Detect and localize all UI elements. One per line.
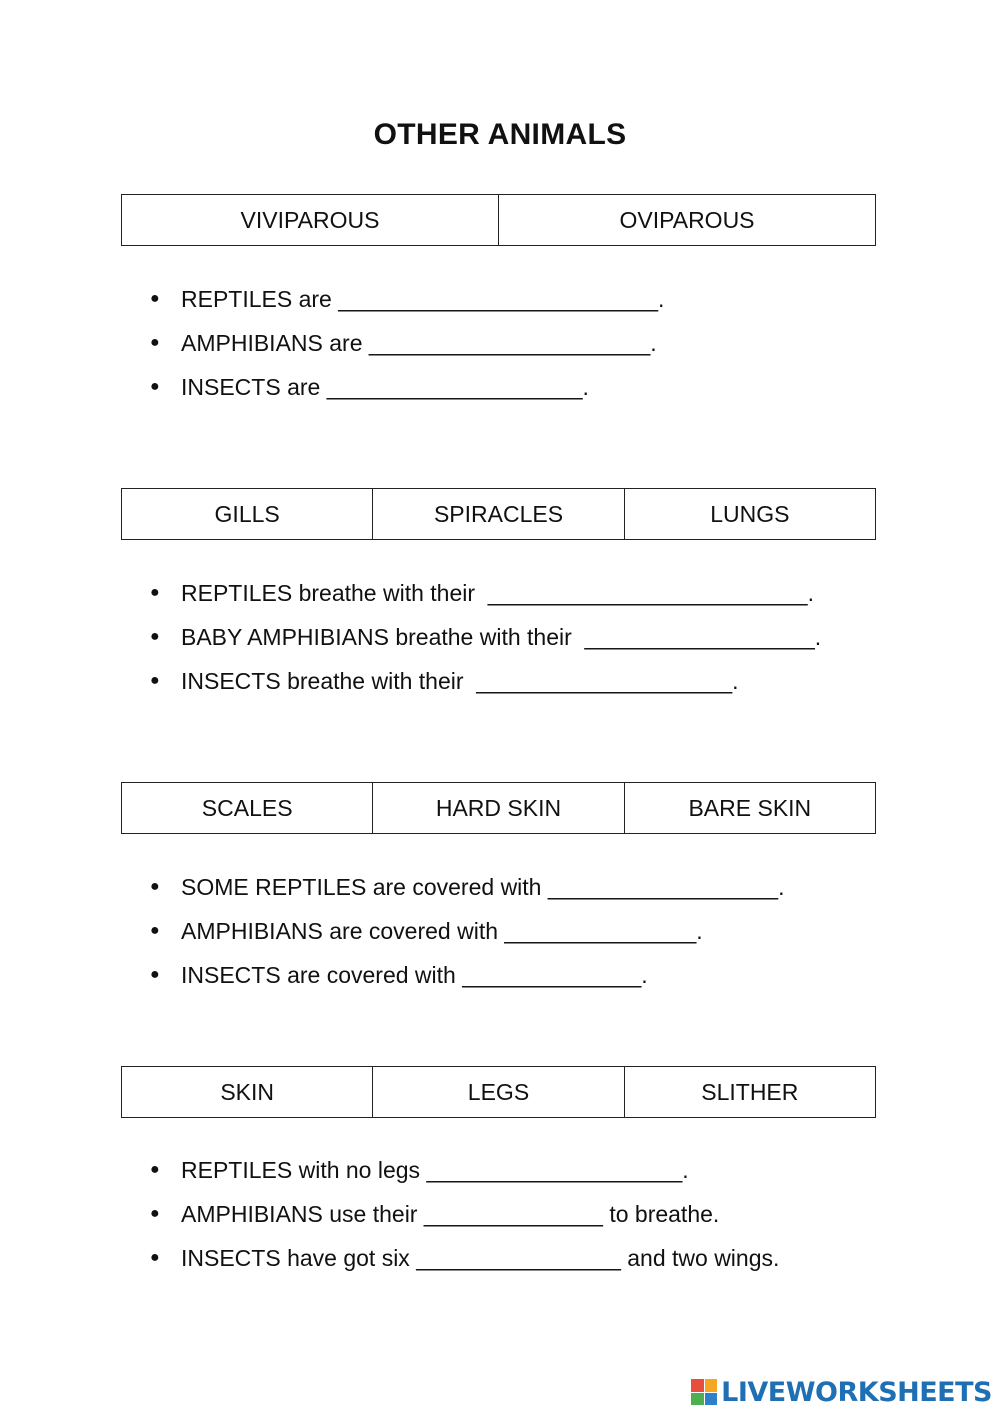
word-legs: LEGS <box>372 1067 623 1117</box>
word-skin: SKIN <box>220 1078 274 1105</box>
word-bank-4 <box>121 1066 876 1118</box>
word-slither: SLITHER <box>624 1067 875 1117</box>
sentence-list-1 <box>150 284 664 416</box>
sentence-amphibians-skin-breathing: ● AMPHIBIANS use their ______________ to breathe. <box>150 1199 779 1243</box>
logo-square-blue <box>705 1393 718 1406</box>
sentence-insects-reproduction: ● INSECTS are ____________________. <box>150 372 664 416</box>
logo-square-green <box>691 1393 704 1406</box>
sentence-list-2 <box>150 578 821 710</box>
sentence-amphibians-covering: ● AMPHIBIANS are covered with _______________. <box>150 916 785 960</box>
sentence-reptiles-reproduction: ● REPTILES are _________________________. <box>150 284 664 328</box>
sentence-insects-breathing: ● INSECTS breathe with their ____________________. <box>150 666 821 710</box>
word-bank-2 <box>121 488 876 540</box>
liveworksheets-logo <box>691 1374 992 1410</box>
word-viviparous: VIVIPAROUS <box>240 206 380 233</box>
liveworksheets-logo-icon <box>691 1379 717 1405</box>
sentence-baby-amphibians-breathing: ● BABY AMPHIBIANS breathe with their __________________. <box>150 622 821 666</box>
sentence-list-4 <box>150 1155 779 1287</box>
word-oviparous: OVIPAROUS <box>498 195 875 245</box>
word-spiracles: SPIRACLES <box>372 489 623 539</box>
word-scales: SCALES <box>201 794 293 821</box>
word-bank-3 <box>121 782 876 834</box>
sentence-insects-legs: ● INSECTS have got six ________________ and two wings. <box>150 1243 779 1287</box>
sentence-insects-covering: ● INSECTS are covered with ______________. <box>150 960 785 1004</box>
logo-text: LIVEWORKSHEETS <box>721 1376 992 1408</box>
word-lungs: LUNGS <box>624 489 875 539</box>
word-gills: GILLS <box>214 500 280 527</box>
sentence-reptiles-covering: ● SOME REPTILES are covered with __________________. <box>150 872 785 916</box>
word-bare-skin: BARE SKIN <box>624 783 875 833</box>
word-bank-1 <box>121 194 876 246</box>
page-title: OTHER ANIMALS <box>373 118 627 151</box>
logo-square-red <box>691 1379 704 1392</box>
logo-square-orange <box>705 1379 718 1392</box>
sentence-reptiles-movement: ● REPTILES with no legs ____________________. <box>150 1155 779 1199</box>
word-hard-skin: HARD SKIN <box>372 783 623 833</box>
sentence-list-3 <box>150 872 785 1004</box>
sentence-amphibians-reproduction: ● AMPHIBIANS are ______________________. <box>150 328 664 372</box>
sentence-reptiles-breathing: ● REPTILES breathe with their _________________________. <box>150 578 821 622</box>
